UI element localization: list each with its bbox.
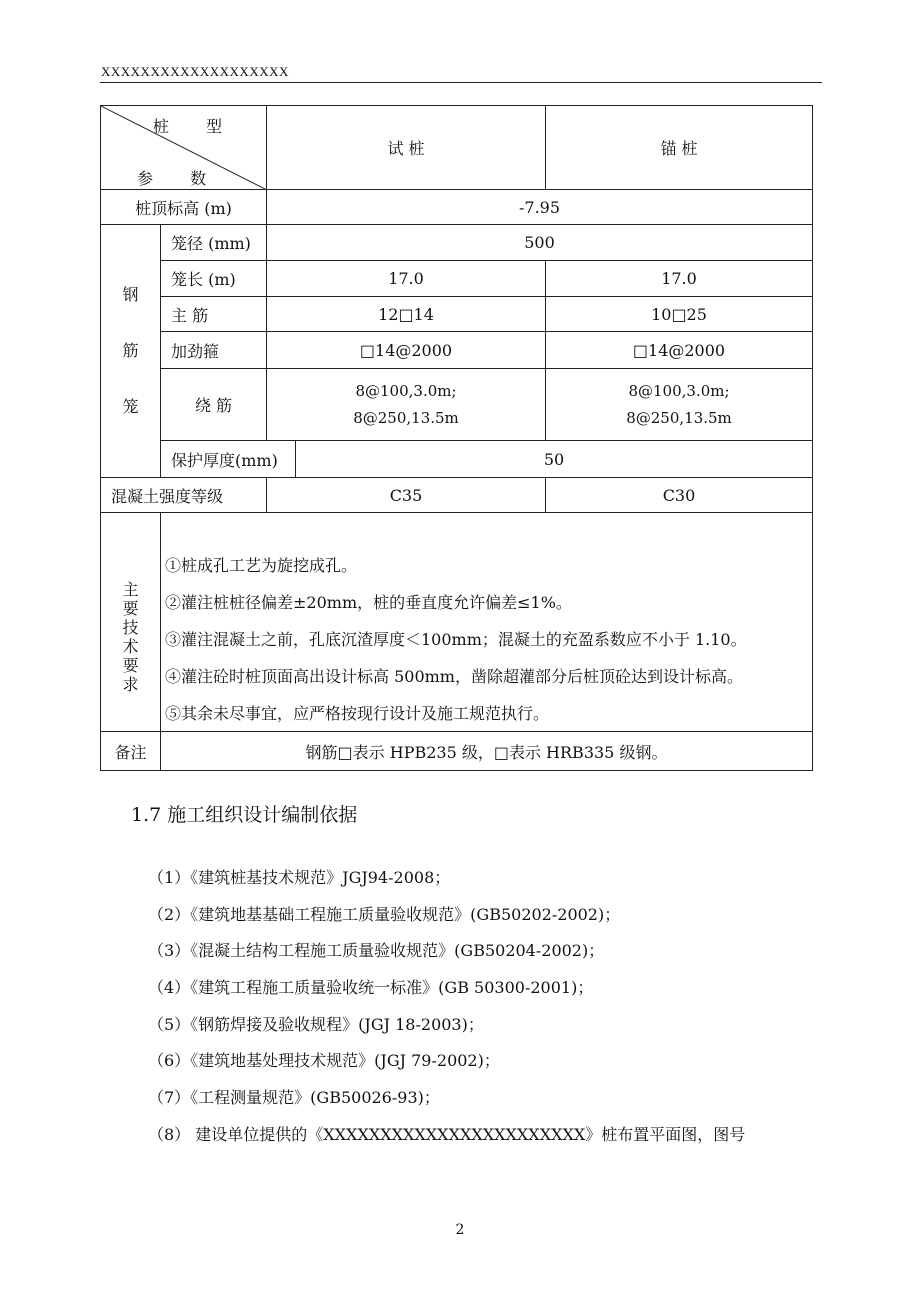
reference-item: （4）《建筑工程施工质量验收统一标准》(GB 50300-2001)； xyxy=(148,978,594,998)
main-bar-test: 12□14 xyxy=(267,297,546,332)
reference-item: （7）《工程测量规范》(GB50026-93)； xyxy=(148,1088,440,1108)
spiral-test-line-2: 8@250,13.5m xyxy=(353,408,459,427)
concrete-grade-anchor: C30 xyxy=(546,478,812,513)
main-bar-label: 主 筋 xyxy=(161,297,267,332)
cage-char-2: 筋 xyxy=(122,341,139,360)
requirements-list xyxy=(161,513,812,732)
spiral-bar-label: 绕 筋 xyxy=(161,369,267,441)
spiral-bar-test xyxy=(267,369,546,441)
cage-length-test: 17.0 xyxy=(267,261,546,297)
requirement-item: ④灌注砼时桩顶面高出设计标高 500mm，凿除超灌部分后桩顶砼达到设计标高。 xyxy=(165,667,743,686)
pile-spec-table xyxy=(100,105,813,771)
requirements-group-label xyxy=(101,513,161,732)
spiral-anchor-line-2: 8@250,13.5m xyxy=(626,408,732,427)
spiral-test-line-1: 8@100,3.0m; xyxy=(355,381,457,400)
req-char-4: 术 xyxy=(122,637,139,656)
stiffener-anchor: □14@2000 xyxy=(546,332,812,369)
cage-char-3: 笼 xyxy=(122,397,139,416)
requirement-item: ①桩成孔工艺为旋挖成孔。 xyxy=(165,556,358,575)
concrete-grade-test: C35 xyxy=(267,478,546,513)
reference-item: （8） 建设单位提供的《XXXXXXXXXXXXXXXXXXXXXXX》桩布置平面图，图号 xyxy=(148,1124,746,1144)
page-number: 2 xyxy=(455,1222,465,1238)
document-header-code: XXXXXXXXXXXXXXXXXXX xyxy=(101,64,289,79)
cage-char-1: 钢 xyxy=(122,285,139,304)
requirement-item: ③灌注混凝土之前，孔底沉渣厚度＜100mm；混凝土的充盈系数应不小于 1.10。 xyxy=(165,630,747,649)
req-char-2: 要 xyxy=(122,599,139,618)
requirement-item: ⑤其余未尽事宜，应严格按现行设计及施工规范执行。 xyxy=(165,704,550,723)
spiral-bar-anchor xyxy=(546,369,812,441)
req-char-3: 技 xyxy=(122,618,139,637)
reference-item: （1）《建筑桩基技术规范》JGJ94-2008； xyxy=(148,868,451,887)
reference-item: （5）《钢筋焊接及验收规程》(JGJ 18-2003)； xyxy=(148,1014,484,1034)
cover-thickness-label: 保护厚度(mm) xyxy=(161,441,296,478)
cage-length-anchor: 17.0 xyxy=(546,261,812,297)
requirement-item: ②灌注桩桩径偏差±20mm，桩的垂直度允许偏差≤1%。 xyxy=(165,593,572,612)
reference-item: （3）《混凝土结构工程施工质量验收规范》(GB50204-2002)； xyxy=(148,941,605,961)
req-char-6: 求 xyxy=(122,675,139,694)
header-anchor-pile: 锚 桩 xyxy=(546,106,812,190)
reference-item: （2）《建筑地基基础工程施工质量验收规范》(GB50202-2002)； xyxy=(148,904,621,924)
header-test-pile: 试 桩 xyxy=(267,106,546,190)
cover-thickness-value: 50 xyxy=(296,441,812,478)
cage-diameter-value: 500 xyxy=(267,225,812,261)
stiffener-label: 加劲箍 xyxy=(161,332,267,369)
rebar-cage-group-label xyxy=(101,225,161,478)
req-char-1: 主 xyxy=(122,580,139,599)
header-divider xyxy=(100,82,822,83)
req-char-5: 要 xyxy=(122,656,139,675)
remark-value: 钢筋□表示 HPB235 级，□表示 HRB335 级钢。 xyxy=(305,742,668,762)
main-bar-anchor: 10□25 xyxy=(546,297,812,332)
corner-label-pile-type: 桩 型 xyxy=(152,117,238,136)
spiral-anchor-line-1: 8@100,3.0m; xyxy=(628,381,730,400)
cage-diameter-label: 笼径 (mm) xyxy=(161,225,267,261)
stiffener-test: □14@2000 xyxy=(267,332,546,369)
reference-item: （6）《建筑地基处理技术规范》(JGJ 79-2002)； xyxy=(148,1051,500,1071)
remark-label: 备注 xyxy=(101,732,161,770)
pile-top-value: -7.95 xyxy=(267,190,812,225)
concrete-grade-label: 混凝土强度等级 xyxy=(101,478,267,513)
reference-list xyxy=(148,860,745,1154)
cage-length-label: 笼长 (m) xyxy=(161,261,267,297)
section-title: 1.7 施工组织设计编制依据 xyxy=(131,804,358,826)
table-corner-cell xyxy=(101,106,267,190)
pile-top-label: 桩顶标高 (m) xyxy=(101,190,267,225)
corner-label-parameter: 参 数 xyxy=(137,169,223,188)
